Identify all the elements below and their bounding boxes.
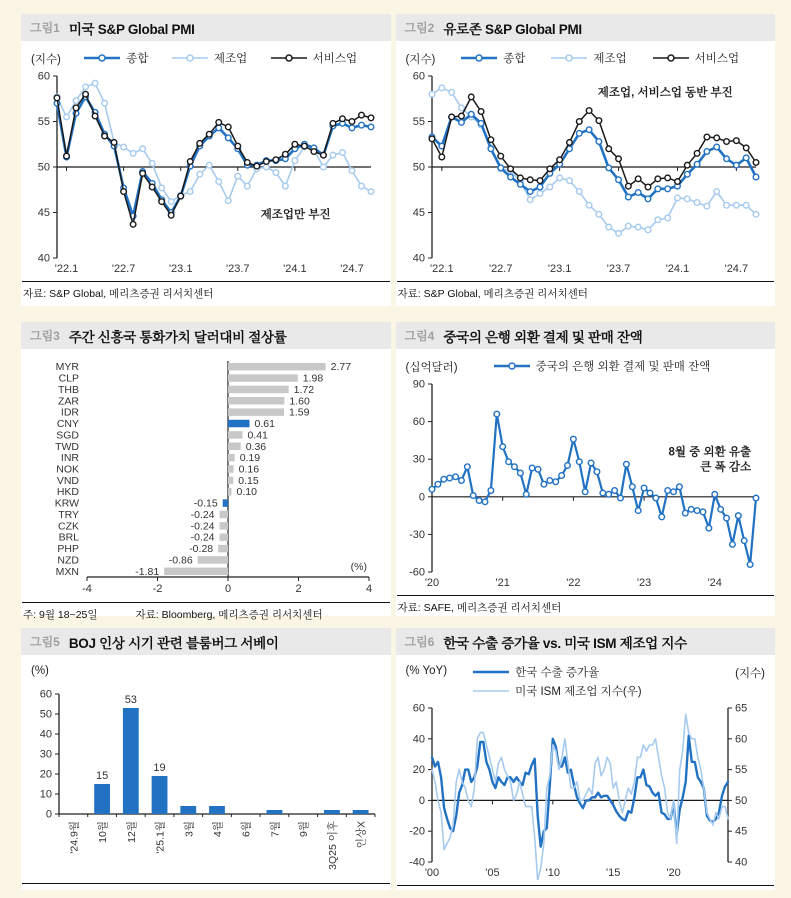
svg-text:'24.9월: '24.9월 xyxy=(68,821,81,854)
svg-text:-1.81: -1.81 xyxy=(135,565,160,578)
figure2-label: 그림2 xyxy=(404,21,435,35)
figure5-axis-unit: (%) xyxy=(31,665,49,677)
figure3-chart-box xyxy=(21,349,391,602)
figure3-title: 주간 신흥국 통화가치 달러대비 절상률 xyxy=(68,329,287,345)
figure6-card xyxy=(396,628,776,890)
svg-text:0: 0 xyxy=(418,794,425,807)
svg-text:19: 19 xyxy=(153,762,166,774)
svg-text:-2: -2 xyxy=(152,583,163,595)
svg-text:CZK: CZK xyxy=(58,520,79,533)
legend-label: 중국의 은행 외환 결제 및 판매 잔액 xyxy=(535,361,711,373)
svg-text:60: 60 xyxy=(39,688,52,701)
svg-text:6월: 6월 xyxy=(240,821,253,837)
svg-text:MYR: MYR xyxy=(55,361,79,374)
figure5-card xyxy=(21,628,391,890)
svg-text:ZAR: ZAR xyxy=(58,395,79,408)
svg-text:-0.24: -0.24 xyxy=(190,508,215,521)
legend-item xyxy=(494,358,711,374)
em-currency-bar-chart xyxy=(27,359,379,597)
svg-text:'10: '10 xyxy=(545,867,560,879)
svg-text:PHP: PHP xyxy=(57,543,79,556)
figure5-title: BOJ 인상 시기 관련 블룸버그 서베이 xyxy=(68,635,279,651)
svg-text:TRY: TRY xyxy=(58,508,79,521)
svg-text:20: 20 xyxy=(412,764,425,777)
svg-text:2: 2 xyxy=(295,583,302,595)
legend-line-marker xyxy=(172,53,208,63)
svg-text:큰 폭 감소: 큰 폭 감소 xyxy=(699,461,751,474)
svg-text:10: 10 xyxy=(39,788,52,801)
svg-text:40: 40 xyxy=(37,252,50,265)
svg-text:0: 0 xyxy=(224,583,232,595)
svg-text:2.77: 2.77 xyxy=(330,361,352,374)
figure6-header xyxy=(396,628,776,655)
svg-text:-30: -30 xyxy=(408,528,425,541)
legend-line-marker xyxy=(653,53,689,63)
figure1-axis-unit: (지수) xyxy=(31,54,61,66)
svg-text:'20: '20 xyxy=(424,577,439,589)
svg-text:-0.24: -0.24 xyxy=(190,520,215,533)
svg-text:0.15: 0.15 xyxy=(238,474,259,487)
figure4-legend xyxy=(494,358,765,374)
svg-text:제조업, 서비스업 동반 부진: 제조업, 서비스업 동반 부진 xyxy=(597,87,733,100)
svg-text:KRW: KRW xyxy=(54,497,79,510)
svg-text:'00: '00 xyxy=(424,867,439,879)
svg-text:40: 40 xyxy=(412,252,425,265)
legend-item xyxy=(473,683,642,699)
svg-text:50: 50 xyxy=(39,708,52,721)
legend-line-marker xyxy=(551,53,587,63)
svg-text:50: 50 xyxy=(412,161,425,174)
legend-label: 종합 xyxy=(126,53,149,65)
svg-text:(%): (%) xyxy=(350,561,367,573)
svg-text:'15: '15 xyxy=(605,867,620,879)
svg-text:'24.7: '24.7 xyxy=(724,263,748,275)
legend-line-marker xyxy=(473,686,509,696)
legend-line-marker xyxy=(84,53,120,63)
svg-text:53: 53 xyxy=(124,694,137,706)
figure3-card xyxy=(21,322,391,621)
svg-text:-0.86: -0.86 xyxy=(168,554,193,567)
svg-text:40: 40 xyxy=(734,856,747,869)
svg-text:40: 40 xyxy=(412,733,425,746)
figure2-source: 자료: S&P Global, 메리츠증권 리서치센터 xyxy=(397,288,588,300)
figure1-source: 자료: S&P Global, 메리츠증권 리서치센터 xyxy=(23,288,214,300)
legend-line-marker xyxy=(271,53,307,63)
figure5-label: 그림5 xyxy=(30,635,60,649)
svg-text:'22.7: '22.7 xyxy=(111,263,136,275)
figure6-label: 그림6 xyxy=(404,635,435,649)
figure6-axis-unit-right: (지수) xyxy=(735,668,765,680)
svg-text:1.59: 1.59 xyxy=(289,406,310,419)
svg-text:60: 60 xyxy=(412,702,425,715)
svg-text:'25.1월: '25.1월 xyxy=(154,821,167,854)
figure4-title: 중국의 은행 외환 결제 및 판매 잔액 xyxy=(443,329,643,345)
figure1-legend-row xyxy=(21,41,391,67)
figure4-source: 자료: SAFE, 메리츠증권 리서치센터 xyxy=(397,602,562,614)
figure3-note: 주: 9월 18~25일 xyxy=(23,609,98,621)
svg-text:0: 0 xyxy=(418,491,425,504)
figure6-title: 한국 수출 증가율 vs. 미국 ISM 제조업 지수 xyxy=(443,635,687,651)
svg-text:45: 45 xyxy=(37,207,50,219)
figure-row-2 xyxy=(21,322,775,621)
eurozone-pmi-line-chart xyxy=(402,70,764,276)
svg-text:50: 50 xyxy=(37,161,50,174)
svg-text:60: 60 xyxy=(37,70,50,83)
legend-label: 종합 xyxy=(503,53,526,65)
svg-text:'21: '21 xyxy=(495,577,510,589)
legend-line-marker xyxy=(461,53,497,63)
figure2-axis-unit: (지수) xyxy=(405,54,436,66)
svg-text:-20: -20 xyxy=(408,825,425,838)
figure-row-3 xyxy=(21,628,775,890)
legend-label: 서비스업 xyxy=(694,53,740,65)
svg-text:-0.28: -0.28 xyxy=(189,543,214,556)
svg-text:'22.7: '22.7 xyxy=(488,263,512,275)
svg-text:0.41: 0.41 xyxy=(247,429,268,442)
svg-text:3월: 3월 xyxy=(183,821,196,837)
svg-text:TWD: TWD xyxy=(55,440,79,453)
legend-item xyxy=(653,50,739,66)
svg-text:0.61: 0.61 xyxy=(254,418,275,431)
svg-text:15: 15 xyxy=(95,770,109,782)
svg-text:BRL: BRL xyxy=(58,531,79,544)
svg-text:'23.7: '23.7 xyxy=(226,263,250,275)
svg-text:CNY: CNY xyxy=(56,418,79,431)
svg-text:VND: VND xyxy=(56,474,79,487)
svg-text:'22.1: '22.1 xyxy=(54,263,79,275)
svg-text:-0.24: -0.24 xyxy=(190,531,215,544)
figure1-header xyxy=(21,14,391,41)
svg-text:4: 4 xyxy=(365,583,373,595)
svg-text:50: 50 xyxy=(734,794,747,807)
figure4-card xyxy=(396,322,776,616)
figure1-card xyxy=(21,14,391,306)
legend-label: 제조업 xyxy=(593,53,627,65)
figure1-chart-box xyxy=(21,67,391,281)
svg-text:4월: 4월 xyxy=(212,821,224,837)
svg-text:60: 60 xyxy=(412,416,425,429)
svg-text:'24.7: '24.7 xyxy=(340,263,364,275)
svg-text:45: 45 xyxy=(412,207,425,219)
svg-text:30: 30 xyxy=(412,453,425,466)
figure-row-1 xyxy=(21,14,775,306)
svg-text:20: 20 xyxy=(39,768,52,781)
svg-text:55: 55 xyxy=(412,116,425,128)
legend-label: 미국 ISM 제조업 지수(우) xyxy=(515,686,642,698)
figure2-footer xyxy=(397,281,775,306)
svg-text:-60: -60 xyxy=(408,566,425,579)
svg-text:HKD: HKD xyxy=(56,486,79,499)
figure1-label: 그림1 xyxy=(30,21,60,35)
svg-text:'23.1: '23.1 xyxy=(547,263,571,275)
figure3-footer xyxy=(22,602,390,627)
legend-item xyxy=(461,50,525,66)
figure4-axis-unit: (십억달러) xyxy=(405,362,458,374)
svg-text:12월: 12월 xyxy=(125,821,138,843)
svg-text:'22.1: '22.1 xyxy=(429,263,454,275)
figure5-header xyxy=(21,628,391,655)
figure4-footer xyxy=(397,595,775,620)
svg-text:60: 60 xyxy=(734,733,747,746)
svg-text:'24.1: '24.1 xyxy=(665,263,689,275)
figure2-chart-box xyxy=(396,67,776,281)
legend-label: 서비스업 xyxy=(312,53,358,65)
figure1-title: 미국 S&P Global PMI xyxy=(68,21,195,37)
figure5-unit-row xyxy=(21,655,391,677)
svg-text:-40: -40 xyxy=(408,856,425,869)
legend-line-marker xyxy=(494,361,530,371)
svg-text:30: 30 xyxy=(39,748,52,761)
legend-item xyxy=(84,50,148,66)
svg-text:'05: '05 xyxy=(484,867,500,879)
svg-text:0.16: 0.16 xyxy=(238,463,260,476)
figure2-title: 유로존 S&P Global PMI xyxy=(443,21,582,37)
figure1-legend xyxy=(61,50,381,66)
svg-text:NZD: NZD xyxy=(57,554,79,567)
figure6-legend-row xyxy=(396,655,776,699)
svg-text:SGD: SGD xyxy=(56,429,79,442)
svg-text:THB: THB xyxy=(58,383,79,396)
legend-label: 제조업 xyxy=(213,53,248,65)
korea-exports-ism-line-chart xyxy=(402,702,764,880)
figure6-footer xyxy=(397,885,775,890)
svg-text:MXN: MXN xyxy=(55,565,79,578)
svg-text:9월: 9월 xyxy=(298,821,311,837)
legend-item xyxy=(172,50,247,66)
figure3-label: 그림3 xyxy=(30,329,60,343)
svg-text:'24: '24 xyxy=(707,577,722,589)
svg-text:1.72: 1.72 xyxy=(293,383,315,396)
svg-text:65: 65 xyxy=(734,702,747,715)
svg-text:90: 90 xyxy=(412,378,425,391)
svg-text:NOK: NOK xyxy=(56,463,79,476)
svg-text:'22: '22 xyxy=(565,577,581,589)
figure1-footer xyxy=(22,281,390,306)
svg-text:45: 45 xyxy=(734,825,747,838)
legend-line-marker xyxy=(473,667,509,677)
boj-survey-bar-chart xyxy=(27,680,379,872)
svg-text:'23: '23 xyxy=(636,577,651,589)
figure5-footer xyxy=(22,883,390,890)
svg-text:0.10: 0.10 xyxy=(236,486,257,499)
figure2-card xyxy=(396,14,776,306)
figure2-header xyxy=(396,14,776,41)
figure2-legend-row xyxy=(396,41,776,67)
figure6-legend xyxy=(473,664,642,699)
svg-text:55: 55 xyxy=(734,764,747,777)
svg-text:인상X: 인상X xyxy=(355,821,368,849)
china-fx-line-chart xyxy=(402,378,764,590)
svg-text:8월 중 외환 유출: 8월 중 외환 유출 xyxy=(667,446,751,459)
figure3-header xyxy=(21,322,391,349)
svg-text:40: 40 xyxy=(39,728,52,741)
figure5-chart-box xyxy=(21,677,391,877)
figure6-chart-box xyxy=(396,699,776,885)
legend-item xyxy=(473,664,599,680)
svg-text:7월: 7월 xyxy=(269,821,282,837)
legend-label: 한국 수출 증가율 xyxy=(515,667,600,679)
svg-text:3Q25 이후: 3Q25 이후 xyxy=(326,821,339,870)
figure4-header xyxy=(396,322,776,349)
svg-text:-4: -4 xyxy=(82,583,92,595)
svg-text:'23.1: '23.1 xyxy=(168,263,193,275)
svg-text:0.19: 0.19 xyxy=(239,452,261,465)
svg-text:'24.1: '24.1 xyxy=(283,263,307,275)
svg-text:60: 60 xyxy=(412,70,425,83)
figure4-legend-row xyxy=(396,349,776,375)
figure6-axis-unit-left: (% YoY) xyxy=(405,665,448,677)
figure3-source: 자료: Bloomberg, 메리츠증권 리서치센터 xyxy=(135,609,323,621)
figure2-legend xyxy=(435,50,765,66)
svg-text:-0.15: -0.15 xyxy=(193,497,218,510)
svg-text:1.60: 1.60 xyxy=(289,395,310,408)
figure4-label: 그림4 xyxy=(404,329,435,343)
svg-text:1.98: 1.98 xyxy=(302,372,324,385)
svg-text:제조업만 부진: 제조업만 부진 xyxy=(260,208,331,221)
svg-text:0.36: 0.36 xyxy=(245,440,267,453)
figure4-chart-box xyxy=(396,375,776,595)
svg-text:10월: 10월 xyxy=(97,821,110,843)
svg-text:CLP: CLP xyxy=(58,372,79,385)
svg-text:'23.7: '23.7 xyxy=(606,263,630,275)
svg-text:INR: INR xyxy=(60,452,79,465)
svg-text:'20: '20 xyxy=(665,867,681,879)
legend-item xyxy=(271,50,357,66)
svg-text:55: 55 xyxy=(37,116,50,128)
legend-item xyxy=(551,50,626,66)
svg-text:0: 0 xyxy=(45,808,52,821)
us-pmi-line-chart xyxy=(27,70,379,276)
svg-text:IDR: IDR xyxy=(60,406,79,419)
